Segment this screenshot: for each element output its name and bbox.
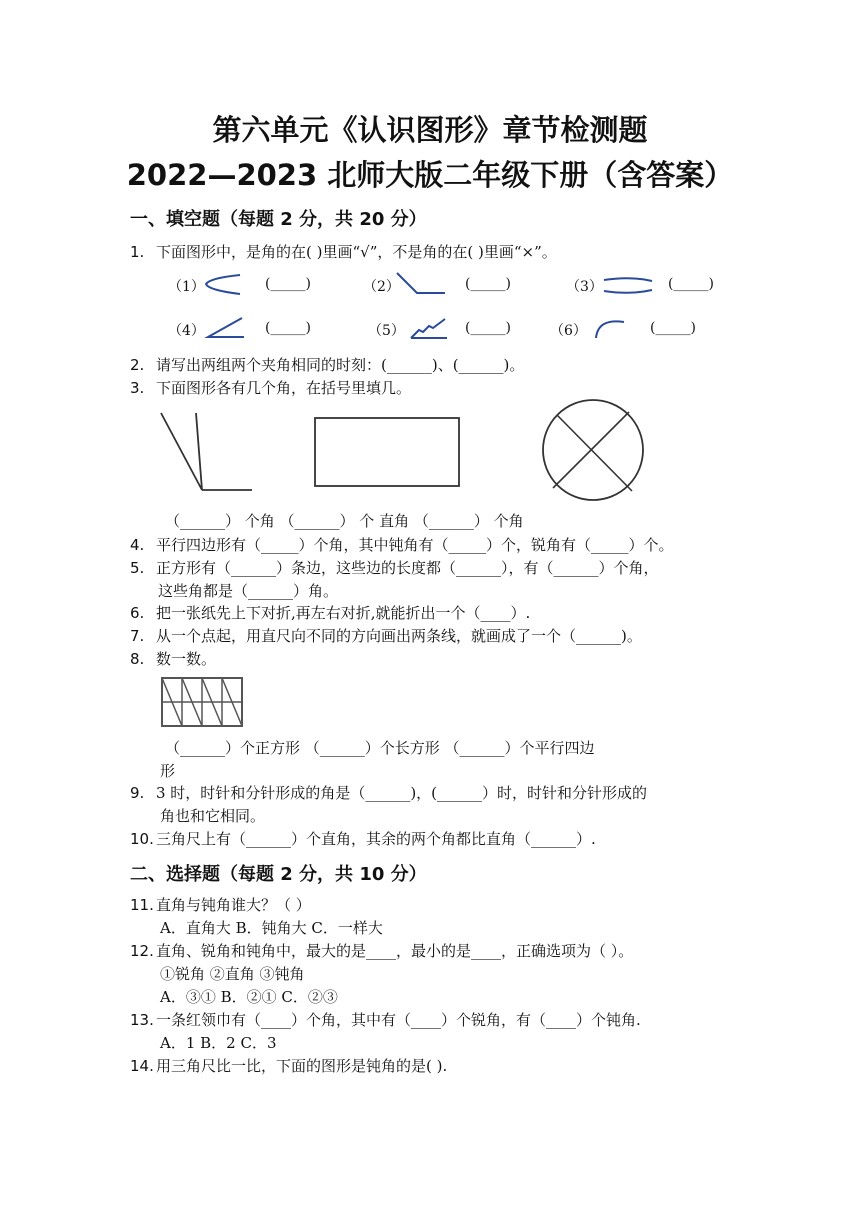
question-number: 7. <box>130 627 145 645</box>
question-text: 三角尺上有（______）个直角，其余的两个角都比直角（______）. <box>156 830 596 848</box>
question-text: 从一个点起，用直尺向不同的方向画出两条线，就画成了一个（______)。 <box>156 627 642 645</box>
question-number: 13. <box>130 1011 154 1029</box>
question-number: 4. <box>130 536 145 554</box>
question-7 <box>130 625 642 646</box>
section-heading-fill-in: 一、填空题（每题 2 分，共 20 分） <box>130 209 427 230</box>
question-number: 1. <box>130 243 145 261</box>
answer-blank-5[interactable]: (_____) <box>465 320 511 336</box>
question-text: 下面图形中，是角的在( )里画“√”，不是角的在( )里画“×”。 <box>156 243 557 261</box>
question-text: 直角、锐角和钝角中，最大的是____，最小的是____，正确选项为（ ）。 <box>156 942 634 960</box>
q3-figure-angles <box>158 410 258 495</box>
question-2 <box>130 354 524 375</box>
section-heading-choice: 二、选择题（每题 2 分，共 10 分） <box>130 864 427 885</box>
question-text: 3 时，时针和分针形成的角是（______)，(______）时，时针和分针形成的 <box>156 784 648 802</box>
q8-answer-wrap: 形 <box>160 762 176 780</box>
item-label-1: （1） <box>168 279 205 295</box>
item-label-2: （2） <box>363 279 400 295</box>
q3-figure-rectangle <box>313 416 463 490</box>
figure-3-curve <box>600 274 660 298</box>
question-1 <box>130 241 557 262</box>
question-8 <box>130 648 216 669</box>
question-number: 12. <box>130 942 154 960</box>
question-13 <box>130 1009 641 1030</box>
item-label-5: （5） <box>368 323 405 339</box>
q8-answer-row[interactable]: （______）个正方形 （______）个长方形 （______）个平行四边 <box>165 739 595 757</box>
question-number: 3. <box>130 379 145 397</box>
question-12-options[interactable]: A．③① B．②① C．②③ <box>160 988 338 1006</box>
question-10 <box>130 828 596 849</box>
figure-1-curve <box>200 272 250 298</box>
answer-blank-2[interactable]: (_____) <box>465 276 511 292</box>
item-label-6: （6） <box>550 323 587 339</box>
question-number: 11. <box>130 896 154 914</box>
q3-answer-row[interactable]: （______） 个角 （______） 个 直角 （______） 个角 <box>165 512 524 530</box>
question-text: 平行四边形有（_____）个角，其中钝角有（_____）个，锐角有（_____）个。 <box>156 536 674 554</box>
figure-6-curve <box>588 316 634 342</box>
question-number: 2. <box>130 356 145 374</box>
question-5 <box>130 557 659 578</box>
figure-5-angle <box>405 316 457 342</box>
question-text: 请写出两组两个夹角相同的时刻：(______)、(______)。 <box>156 356 525 374</box>
question-text: 数一数。 <box>156 650 217 668</box>
question-number: 8. <box>130 650 145 668</box>
title-line-1: 第六单元《认识图形》章节检测题 <box>212 113 648 147</box>
question-text: 一条红领巾有（____）个角，其中有（____）个锐角，有（____）个钝角. <box>156 1011 641 1029</box>
question-text: 直角与钝角谁大？（ ） <box>156 896 311 914</box>
question-text: 正方形有（______）条边，这些边的长度都（______），有（______）个角， <box>156 559 659 577</box>
question-4 <box>130 534 674 555</box>
question-number: 6. <box>130 604 145 622</box>
q3-figure-circle <box>537 398 649 502</box>
question-11 <box>130 894 311 915</box>
question-number: 14. <box>130 1057 154 1075</box>
item-label-4: （4） <box>168 323 205 339</box>
question-13-options[interactable]: A．1 B．2 C．3 <box>160 1034 277 1052</box>
question-11-options[interactable]: A．直角大 B．钝角大 C．一样大 <box>160 919 383 937</box>
question-number: 10. <box>130 830 154 848</box>
question-12-items: ①锐角 ②直角 ③钝角 <box>160 965 305 983</box>
question-5-cont: 这些角都是（______）角。 <box>158 582 339 600</box>
question-9 <box>130 782 647 803</box>
question-number: 9. <box>130 784 145 802</box>
question-3 <box>130 377 411 398</box>
question-6 <box>130 602 530 623</box>
question-14 <box>130 1055 447 1076</box>
question-text: 把一张纸先上下对折,再左右对折,就能折出一个（____）. <box>156 604 531 622</box>
answer-blank-4[interactable]: (_____) <box>265 320 311 336</box>
item-label-3: （3） <box>566 279 603 295</box>
answer-blank-6[interactable]: (_____) <box>650 320 696 336</box>
question-text: 下面图形各有几个角，在括号里填几。 <box>156 379 412 397</box>
question-text: 用三角尺比一比，下面的图形是钝角的是( ). <box>156 1057 448 1075</box>
question-9-cont: 角也和它相同。 <box>160 807 266 825</box>
answer-blank-3[interactable]: (_____) <box>668 276 714 292</box>
figure-4-angle <box>204 316 250 342</box>
answer-blank-1[interactable]: (_____) <box>265 276 311 292</box>
question-12 <box>130 940 633 961</box>
title-line-2: 2022—2023 北师大版二年级下册（含答案） <box>126 158 734 192</box>
q8-figure-grid <box>160 676 246 728</box>
figure-2-angle <box>395 270 455 300</box>
question-number: 5. <box>130 559 145 577</box>
